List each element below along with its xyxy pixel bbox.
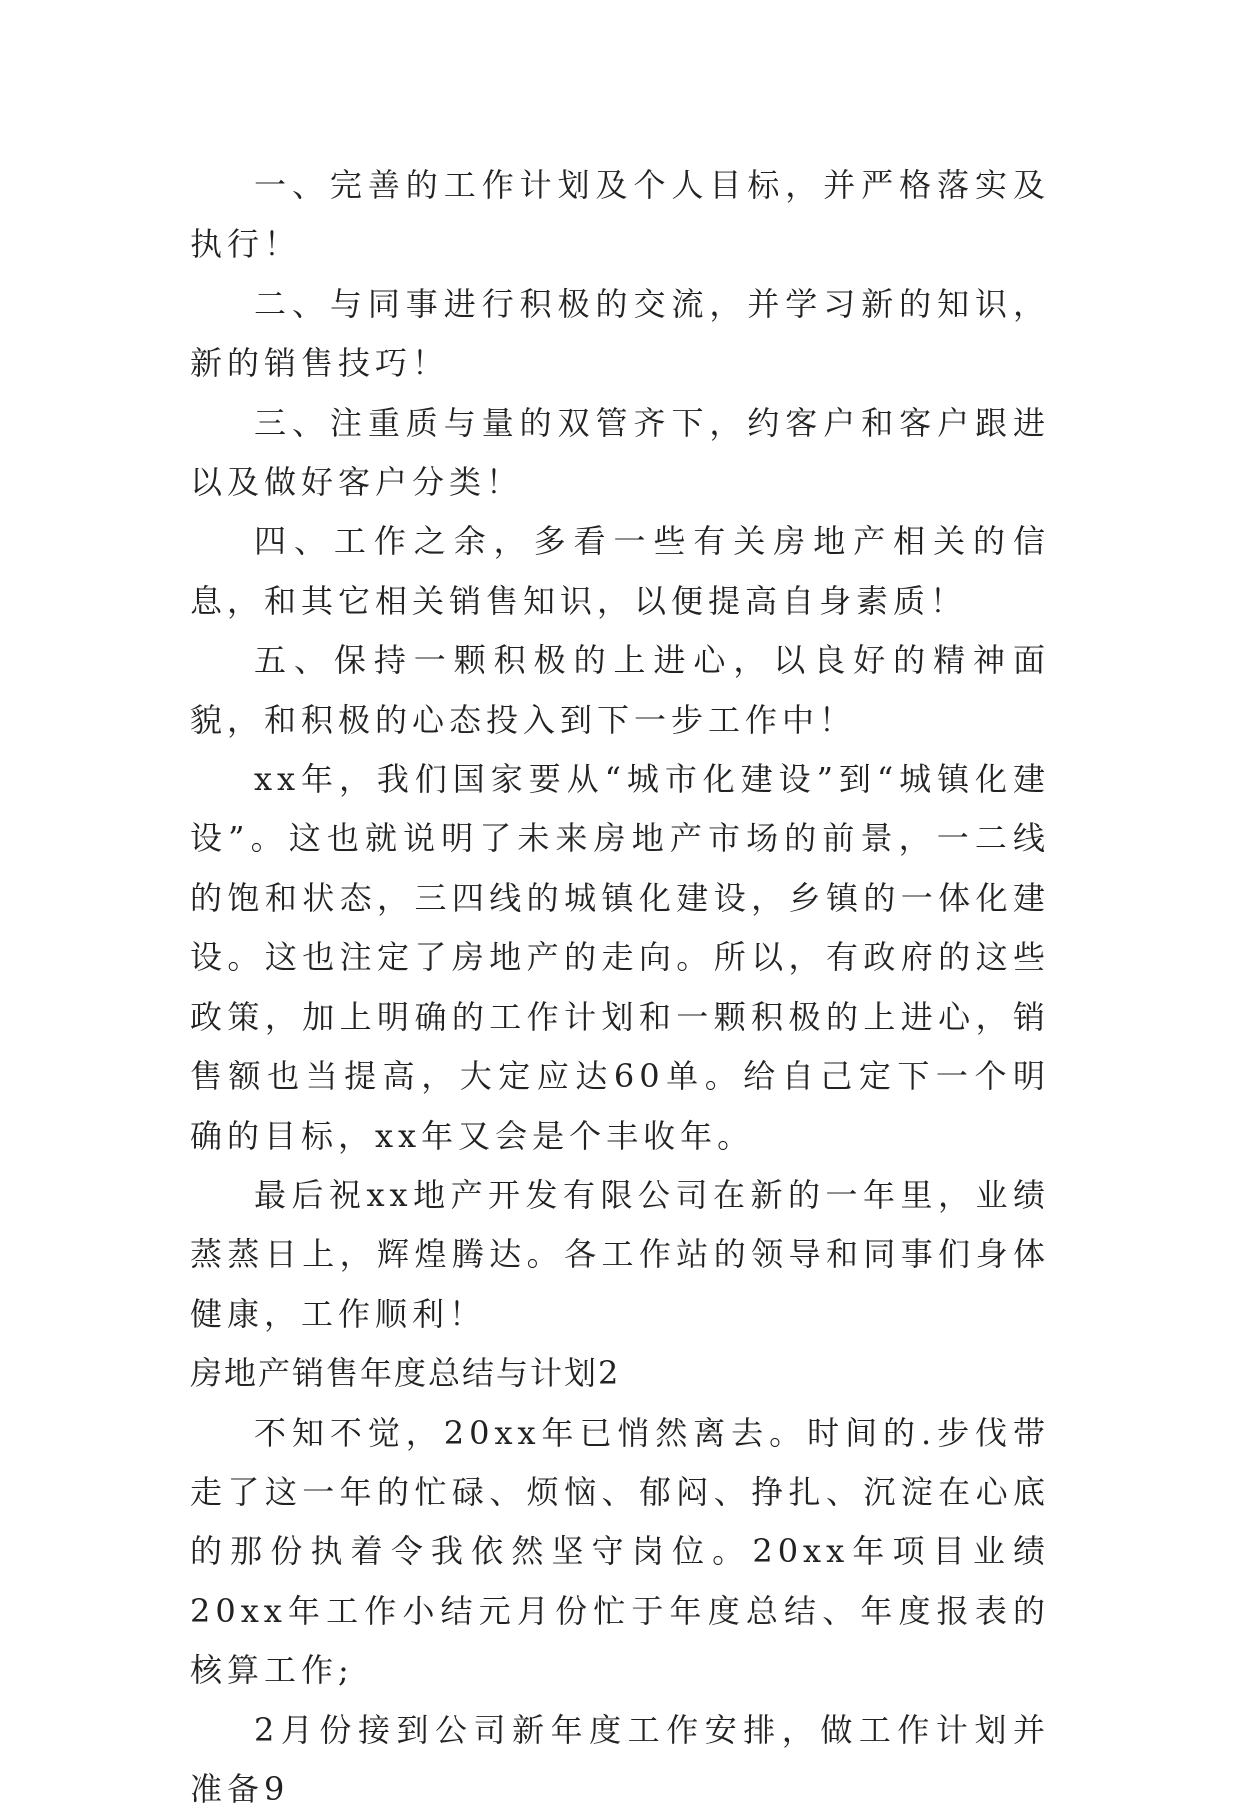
paragraph-goal-5: 五、保持一颗积极的上进心，以良好的精神面貌，和积极的心态投入到下一步工作中！ xyxy=(190,641,1050,739)
paragraph-review-february: 2月份接到公司新年度工作安排，做工作计划并准备9 xyxy=(190,1710,1050,1808)
paragraph-closing: 最后祝xx地产开发有限公司在新的一年里，业绩蒸蒸日上，辉煌腾达。各工作站的领导和同事们身体健康，工作顺利！ xyxy=(190,1175,1050,1333)
paragraph-goal-2: 二、与同事进行积极的交流，并学习新的知识，新的销售技巧！ xyxy=(190,284,1050,383)
paragraph-review-intro: 不知不觉，20xx年已悄然离去。时间的.步伐带走了这一年的忙碌、烦恼、郁闷、挣扎、沉淀在心底的那份执着令我依然坚守岗位。20xx年项目业绩20xx年工作小结元月份忙于年度总结、年度报表的核算工作; xyxy=(190,1413,1050,1690)
document-body xyxy=(190,156,1050,1819)
paragraph-goal-3: 三、注重质与量的双管齐下，约客户和客户跟进以及做好客户分类！ xyxy=(190,403,1050,502)
section-title: 房地产销售年度总结与计划2 xyxy=(190,1354,621,1393)
paragraph-outlook: xx年，我们国家要从“城市化建设”到“城镇化建设”。这也就说明了未来房地产市场的前景，一二线的饱和状态，三四线的城镇化建设，乡镇的一体化建设。这也注定了房地产的走向。所以，有政府的这些政策，加上明确的工作计划和一颗积极的上进心，销售额也当提高，大定应达60单。给自己定下一个明确的目标，xx年又会是个丰收年。 xyxy=(190,760,1050,1155)
paragraph-goal-4: 四、工作之余，多看一些有关房地产相关的信息，和其它相关销售知识，以便提高自身素质！ xyxy=(190,522,1050,620)
paragraph-goal-1: 一、完善的工作计划及个人目标，并严格落实及执行！ xyxy=(190,166,1050,264)
